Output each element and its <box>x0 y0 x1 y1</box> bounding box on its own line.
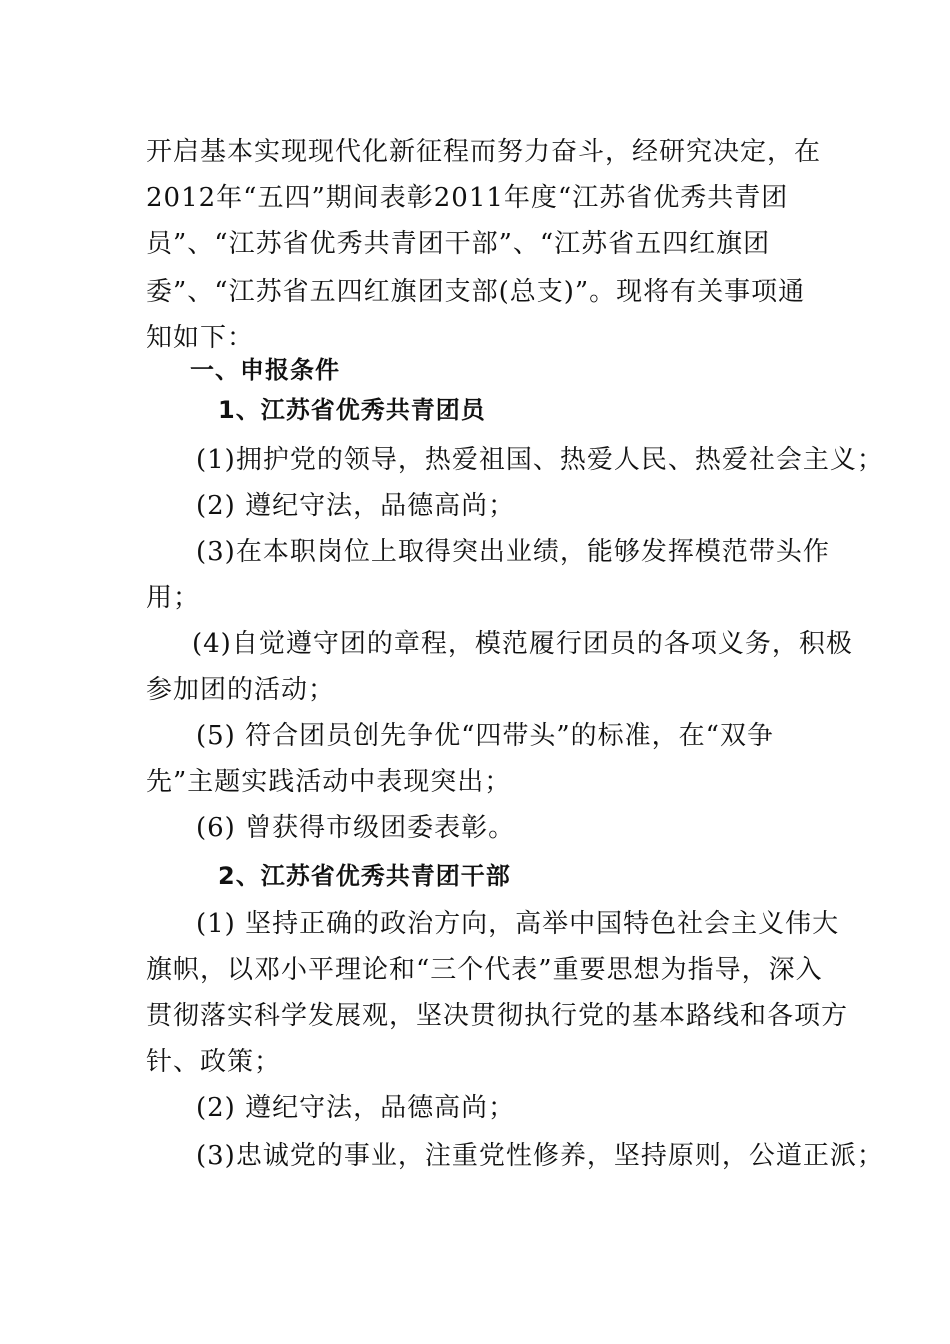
member-item-3: (3)在本职岗位上取得突出业绩，能够发挥模范带头作 <box>196 537 830 567</box>
member-item-3-cont: 用； <box>146 583 201 613</box>
cadre-item-1: (1) 坚持正确的政治方向，高举中国特色社会主义伟大 <box>196 909 840 939</box>
member-item-1: (1)拥护党的领导，热爱祖国、热爱人民、热爱社会主义； <box>196 445 884 475</box>
cadre-item-1-cont-1: 旗帜，以邓小平理论和“三个代表”重要思想为指导，深入 <box>146 955 823 985</box>
cadre-item-3: (3)忠诚党的事业，注重党性修养，坚持原则，公道正派； <box>196 1141 884 1171</box>
cadre-item-1-cont-3: 针、政策； <box>146 1047 282 1077</box>
intro-line-3: 员”、“江苏省优秀共青团干部”、“江苏省五四红旗团 <box>146 229 771 259</box>
member-item-4-cont: 参加团的活动； <box>146 675 336 705</box>
subheading-outstanding-member: 1、江苏省优秀共青团员 <box>218 396 486 424</box>
member-item-5-cont: 先”主题实践活动中表现突出； <box>146 767 512 797</box>
member-item-6: (6) 曾获得市级团委表彰。 <box>196 813 516 843</box>
cadre-item-1-cont-2: 贯彻落实科学发展观，坚决贯彻执行党的基本路线和各项方 <box>146 1001 849 1031</box>
member-item-4: (4)自觉遵守团的章程，模范履行团员的各项义务，积极 <box>192 629 853 659</box>
section-heading-requirements: 一、申报条件 <box>190 356 340 384</box>
intro-line-1: 开启基本实现现代化新征程而努力奋斗，经研究决定，在 <box>146 137 822 167</box>
member-item-5: (5) 符合团员创先争优“四带头”的标准，在“双争 <box>196 721 774 751</box>
intro-line-5: 知如下： <box>146 323 255 353</box>
intro-line-4: 委”、“江苏省五四红旗团支部(总支)”。现将有关事项通 <box>146 277 806 307</box>
subheading-outstanding-cadre: 2、江苏省优秀共青团干部 <box>218 862 511 890</box>
cadre-item-2: (2) 遵纪守法，品德高尚； <box>196 1093 516 1123</box>
intro-line-2: 2012年“五四”期间表彰2011年度“江苏省优秀共青团 <box>146 183 789 213</box>
member-item-2: (2) 遵纪守法，品德高尚； <box>196 491 516 521</box>
